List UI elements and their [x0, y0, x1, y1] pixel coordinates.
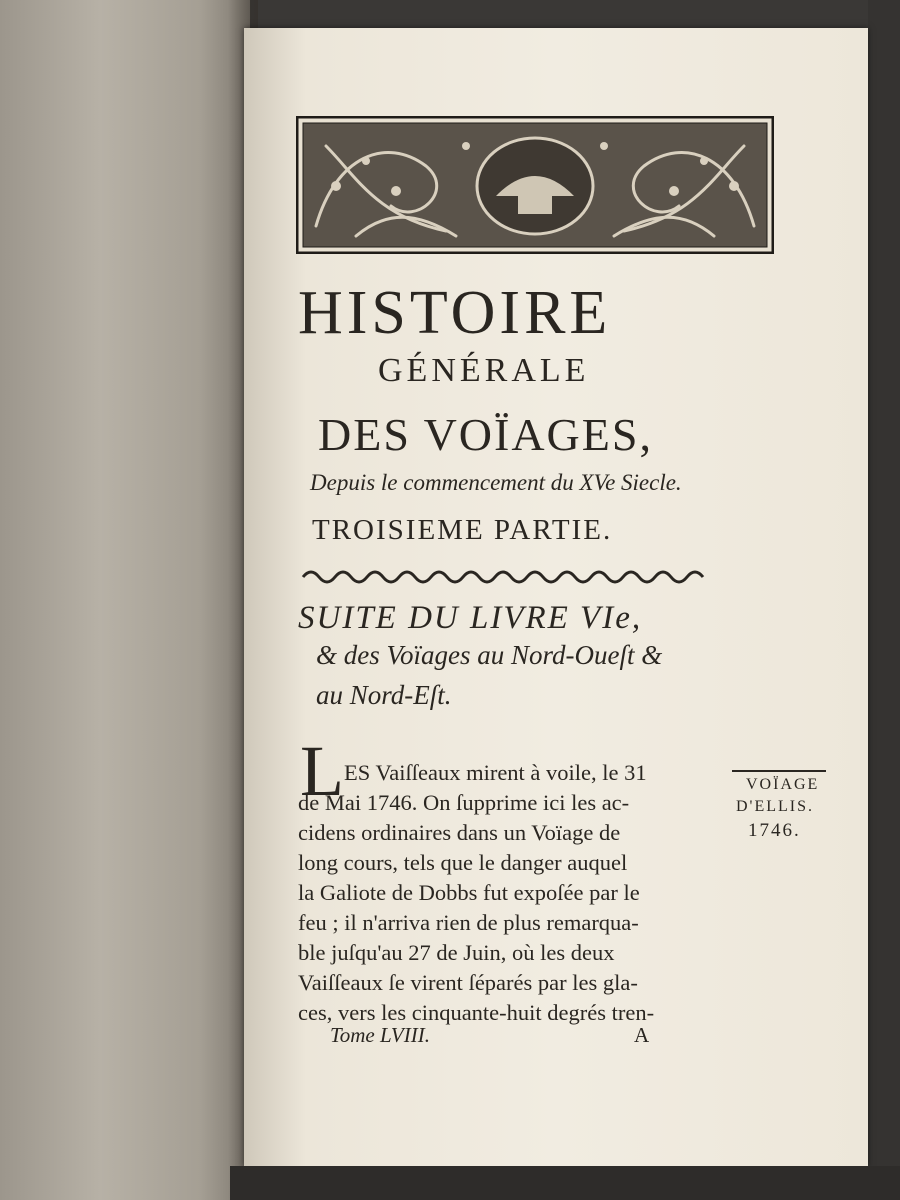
footer-signature: A	[634, 1023, 650, 1047]
body-line: Vaiſſeaux ſe virent ſéparés par les gla-	[298, 970, 638, 995]
body-line: feu ; il n'arriva rien de plus remarqua-	[298, 910, 639, 935]
body-line: ces, vers les cinquante-huit degrés tren-	[298, 1000, 655, 1025]
left-page	[0, 0, 250, 1200]
margin-note-line: D'ELLIS.	[736, 798, 814, 815]
section-heading: SUITE DU LIVRE VIe,	[298, 600, 643, 636]
body-line: de Mai 1746. On ſupprime ici les ac-	[298, 790, 630, 815]
margin-note-year: 1746.	[748, 820, 801, 841]
background-bottom	[230, 1166, 900, 1200]
part-heading: TROISIEME PARTIE.	[312, 514, 613, 546]
body-line: long cours, tels que le danger auquel	[298, 850, 628, 875]
background-right	[868, 0, 900, 1200]
margin-rule	[732, 770, 826, 772]
subtitle-voiages: DES VOÏAGES,	[318, 409, 653, 460]
subtitle-depuis: Depuis le commencement du XVe Siecle.	[310, 470, 682, 495]
section-subheading-1: & des Voïages au Nord-Oueſt &	[316, 640, 663, 670]
body-line: la Galiote de Dobbs fut expoſée par le	[298, 880, 640, 905]
subtitle-generale: GÉNÉRALE	[378, 352, 590, 389]
section-subheading-2: au Nord-Eſt.	[316, 680, 452, 710]
book-title: HISTOIRE	[298, 279, 612, 347]
footer-volume: Tome LVIII.	[330, 1023, 430, 1047]
body-line: ES Vaiſſeaux mirent à voile, le 31	[344, 760, 647, 785]
ornamental-divider-icon	[298, 566, 718, 588]
body-line: ble juſqu'au 27 de Juin, où les deux	[298, 940, 615, 965]
drop-cap: L	[300, 731, 344, 811]
margin-note-line: VOÏAGE	[746, 776, 820, 793]
decorative-headpiece-icon	[296, 116, 774, 254]
body-line: cidens ordinaires dans un Voïage de	[298, 820, 621, 845]
